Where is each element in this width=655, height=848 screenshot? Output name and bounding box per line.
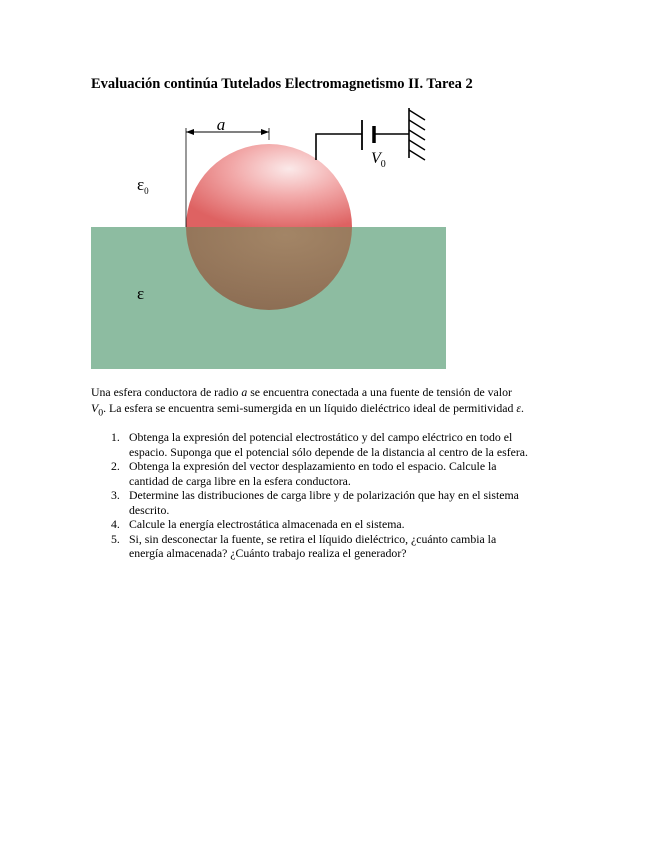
question-item [111, 459, 571, 488]
sphere-diagram [91, 108, 451, 373]
question-text: cantidad de carga libre en la esfera conductora. [129, 473, 351, 488]
var-v0: V [91, 400, 99, 415]
problem-statement [91, 385, 571, 420]
question-text: Si, sin desconectar la fuente, se retira el líquido dieléctrico, ¿cuánto cambia la [129, 531, 497, 546]
question-list [111, 430, 571, 561]
var-a: a [241, 385, 248, 399]
question-item [111, 517, 571, 532]
question-item [111, 488, 571, 517]
question-text: Obtenga la expresión del potencial electrostático y del campo eléctrico en todo el [129, 430, 513, 444]
question-text: Determine las distribuciones de carga libre y de polarización que hay en el sistema [129, 488, 519, 502]
eps0-label: $\varepsilon_0$ [137, 175, 149, 196]
question-number: 5. [111, 531, 120, 546]
page-title: Evaluación continúa Tutelados Electromagnetismo II. Tarea 2 [91, 76, 473, 92]
radius-arrow-right [261, 129, 269, 135]
statement-line-2: $V_0$. La esfera se encuentra semi-sumergida en un líquido dieléctrico ideal de permitividad ε. [91, 400, 524, 418]
question-text: Calcule la energía electrostática almacenada en el sistema. [129, 517, 405, 531]
connection-wire [316, 134, 362, 160]
question-text: energía almacenada? ¿Cuánto trabajo realiza el generador? [129, 546, 407, 560]
var-eps: ε [516, 400, 521, 415]
question-number: 3. [111, 488, 120, 502]
question-item [111, 532, 571, 561]
statement-line-1: Una esfera conductora de radio a se encuentra conectada a una fuente de tensión de valor [91, 385, 512, 399]
eps-label: ε [137, 284, 145, 303]
radius-label: a [216, 115, 226, 134]
question-number: 1. [111, 430, 120, 444]
question-number: 4. [111, 517, 120, 531]
question-text: espacio. Suponga que el potencial sólo depende de la distancia al centro de la esfera. [129, 444, 528, 459]
radius-arrow-left [186, 129, 194, 135]
ground-hatch [409, 110, 425, 160]
sphere-upper-half [186, 144, 352, 227]
voltage-label: $V_0$ [371, 150, 386, 170]
sphere-figure [91, 108, 451, 373]
question-number: 2. [111, 459, 120, 473]
question-text: Obtenga la expresión del vector desplazamiento en todo el espacio. Calcule la [129, 459, 497, 473]
question-text: descrito. [129, 502, 170, 517]
question-item [111, 430, 571, 459]
